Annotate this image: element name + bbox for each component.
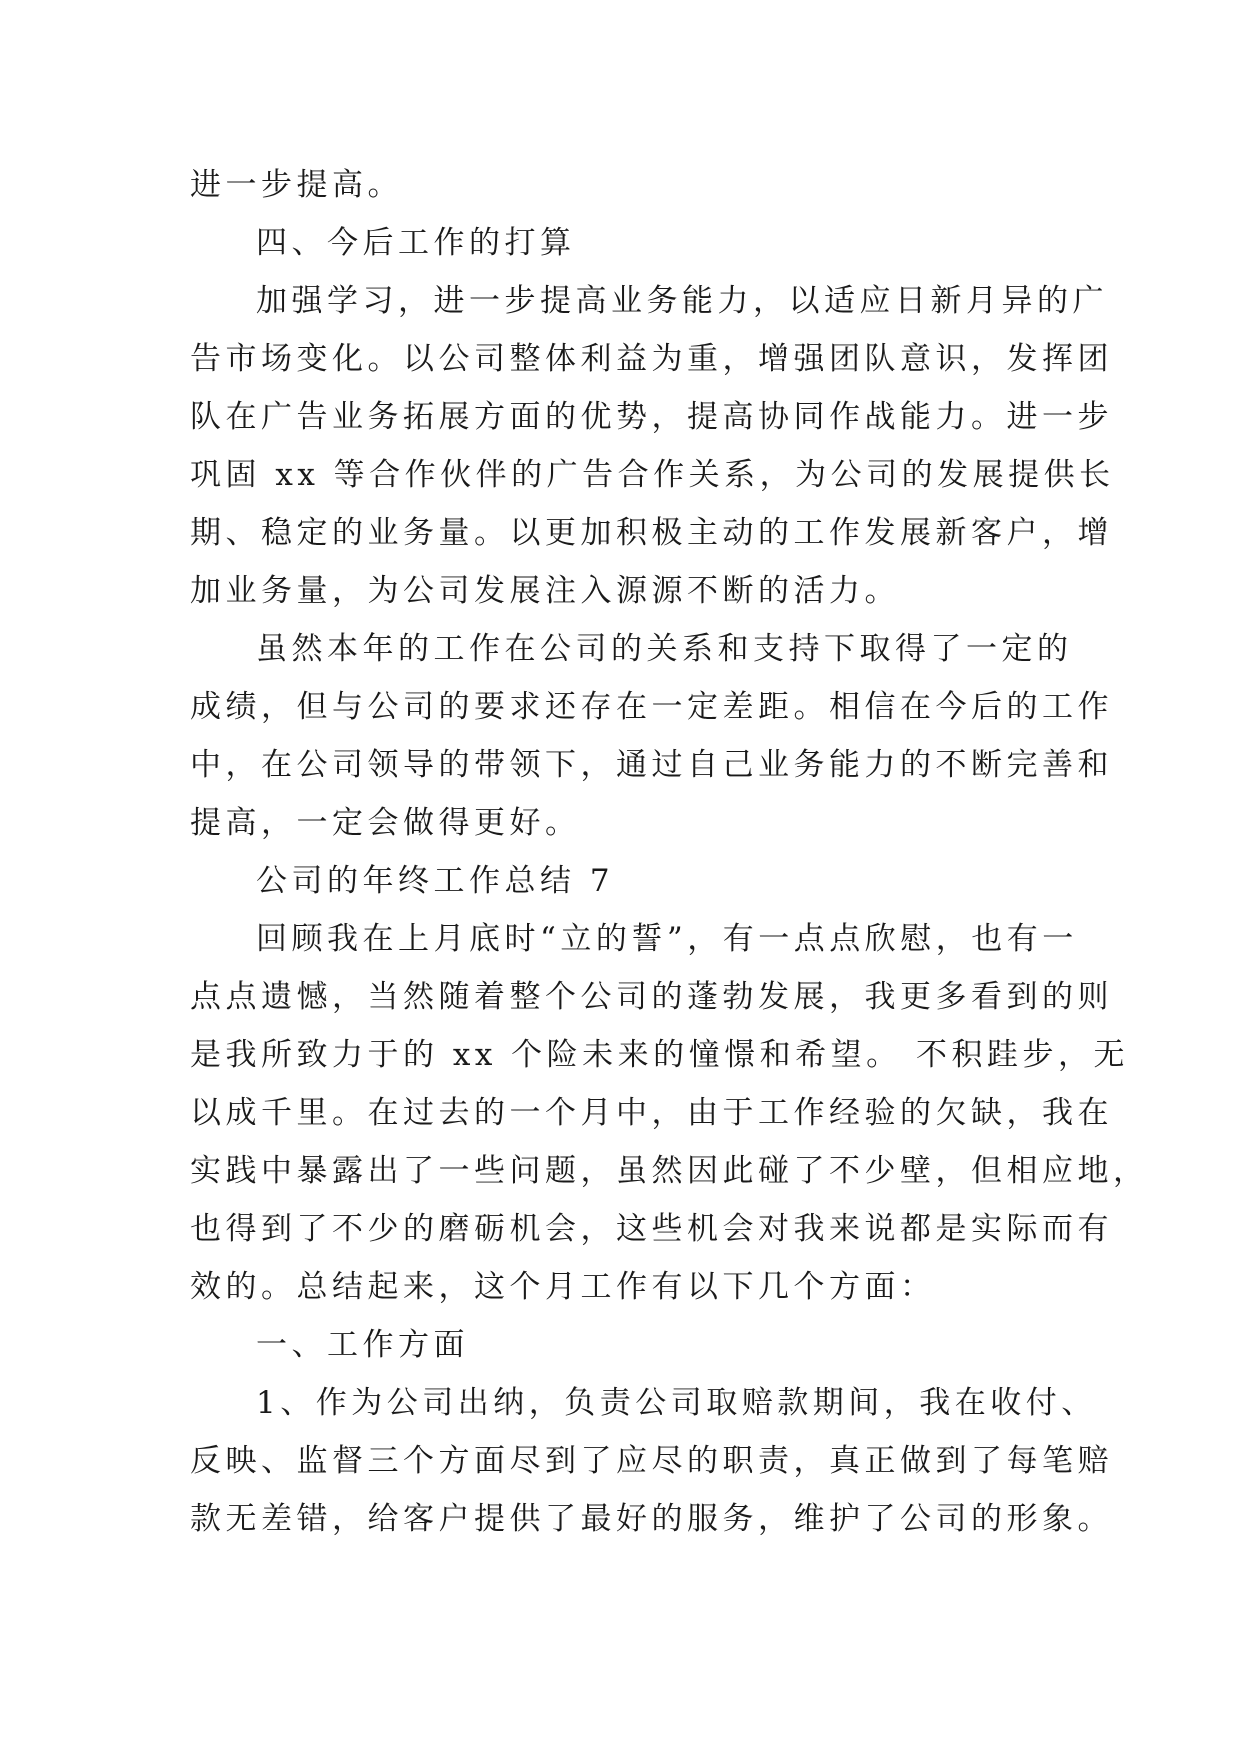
text-line: 以成千里。在过去的一个月中，由于工作经验的欠缺，我在	[190, 1095, 1113, 1131]
text-line: 1、作为公司出纳，负责公司取赔款期间，我在收付、	[256, 1385, 1097, 1421]
text-line: 点点遗憾，当然随着整个公司的蓬勃发展，我更多看到的则	[190, 979, 1113, 1015]
text-line: 是我所致力于的 xx 个险未来的憧憬和希望。 不积跬步，无	[190, 1037, 1130, 1073]
section-heading: 四、今后工作的打算	[256, 225, 576, 261]
text-line: 回顾我在上月底时“立的誓”，有一点点欣慰，也有一	[256, 921, 1078, 957]
section-title: 公司的年终工作总结 7	[256, 863, 615, 899]
text-line: 也得到了不少的磨砺机会，这些机会对我来说都是实际而有	[190, 1211, 1113, 1247]
text-line: 反映、监督三个方面尽到了应尽的职责，真正做到了每笔赔	[190, 1443, 1113, 1479]
text-line: 期、稳定的业务量。以更加积极主动的工作发展新客户，增	[190, 515, 1113, 551]
document-body	[190, 156, 1149, 1548]
text-line: 队在广告业务拓展方面的优势，提高协同作战能力。进一步	[190, 399, 1113, 435]
text-line: 巩固 xx 等合作伙伴的广告合作关系，为公司的发展提供长	[190, 457, 1115, 493]
text-line: 中，在公司领导的带领下，通过自己业务能力的不断完善和	[190, 747, 1113, 783]
text-line: 实践中暴露出了一些问题，虽然因此碰了不少壁，但相应地，	[190, 1153, 1149, 1189]
text-line: 进一步提高。	[190, 167, 403, 203]
text-line: 提高，一定会做得更好。	[190, 805, 581, 841]
text-line: 效的。总结起来，这个月工作有以下几个方面：	[190, 1269, 936, 1305]
text-line: 款无差错，给客户提供了最好的服务，维护了公司的形象。	[190, 1501, 1113, 1537]
section-heading: 一、工作方面	[256, 1327, 469, 1363]
text-line: 告市场变化。以公司整体利益为重，增强团队意识，发挥团	[190, 341, 1113, 377]
text-line: 虽然本年的工作在公司的关系和支持下取得了一定的	[256, 631, 1073, 667]
text-line: 成绩，但与公司的要求还存在一定差距。相信在今后的工作	[190, 689, 1113, 725]
text-line: 加强学习，进一步提高业务能力，以适应日新月异的广	[256, 283, 1108, 319]
text-line: 加业务量，为公司发展注入源源不断的活力。	[190, 573, 900, 609]
